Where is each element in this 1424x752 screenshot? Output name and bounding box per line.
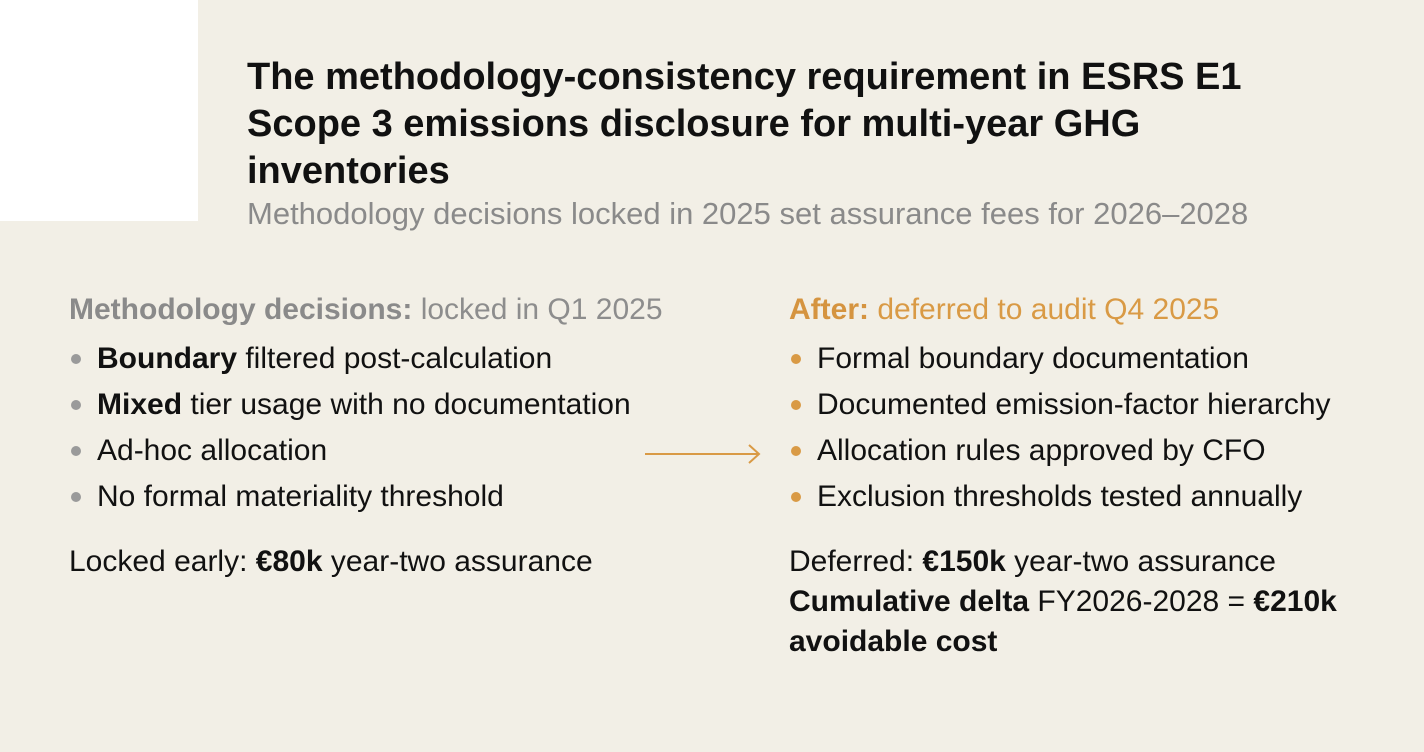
before-summary (69, 542, 669, 582)
before-column (69, 290, 669, 582)
after-summary-line-1: Deferred: €150k year-two assurance (789, 545, 1276, 578)
before-heading (69, 290, 669, 330)
after-heading-rest: deferred to audit Q4 2025 (869, 293, 1220, 326)
after-summary-line-3: avoidable cost (789, 625, 998, 658)
bullet-dot-icon (791, 354, 801, 364)
bullet-dot-icon (71, 400, 81, 410)
right-arrow-icon (645, 443, 763, 465)
after-column (789, 290, 1409, 662)
bullet-dot-icon (71, 492, 81, 502)
title-line-2: Scope 3 emissions disclosure for multi-year GHG (247, 103, 1141, 145)
bullet-dot-icon (791, 492, 801, 502)
after-list (789, 336, 1409, 520)
bullet-dot-icon (791, 400, 801, 410)
list-item: Documented emission-factor hierarchy (789, 382, 1409, 428)
page-title (247, 54, 1367, 195)
list-item: Allocation rules approved by CFO (789, 428, 1409, 474)
list-item: Exclusion thresholds tested annually (789, 474, 1409, 520)
after-summary-line-2: Cumulative delta FY2026-2028 = €210k (789, 585, 1337, 618)
bullet-dot-icon (71, 354, 81, 364)
list-item: Boundary filtered post-calculation (69, 336, 669, 382)
list-item: No formal materiality threshold (69, 474, 669, 520)
after-summary (789, 542, 1409, 662)
list-item: Ad-hoc allocation (69, 428, 669, 474)
before-summary-line: Locked early: €80k year-two assurance (69, 545, 593, 578)
before-heading-bold: Methodology decisions: (69, 293, 413, 326)
after-heading-bold: After: (789, 293, 869, 326)
title-line-3: inventories (247, 150, 450, 192)
before-heading-rest: locked in Q1 2025 (412, 293, 663, 326)
bullet-dot-icon (791, 446, 801, 456)
after-heading (789, 290, 1409, 330)
before-list (69, 336, 669, 520)
title-line-1: The methodology-consistency requirement in ESRS E1 (247, 56, 1242, 98)
list-item: Mixed tier usage with no documentation (69, 382, 669, 428)
page-subtitle: Methodology decisions locked in 2025 set assurance fees for 2026–2028 (247, 196, 1249, 231)
bullet-dot-icon (71, 446, 81, 456)
white-block (0, 0, 198, 221)
list-item: Formal boundary documentation (789, 336, 1409, 382)
